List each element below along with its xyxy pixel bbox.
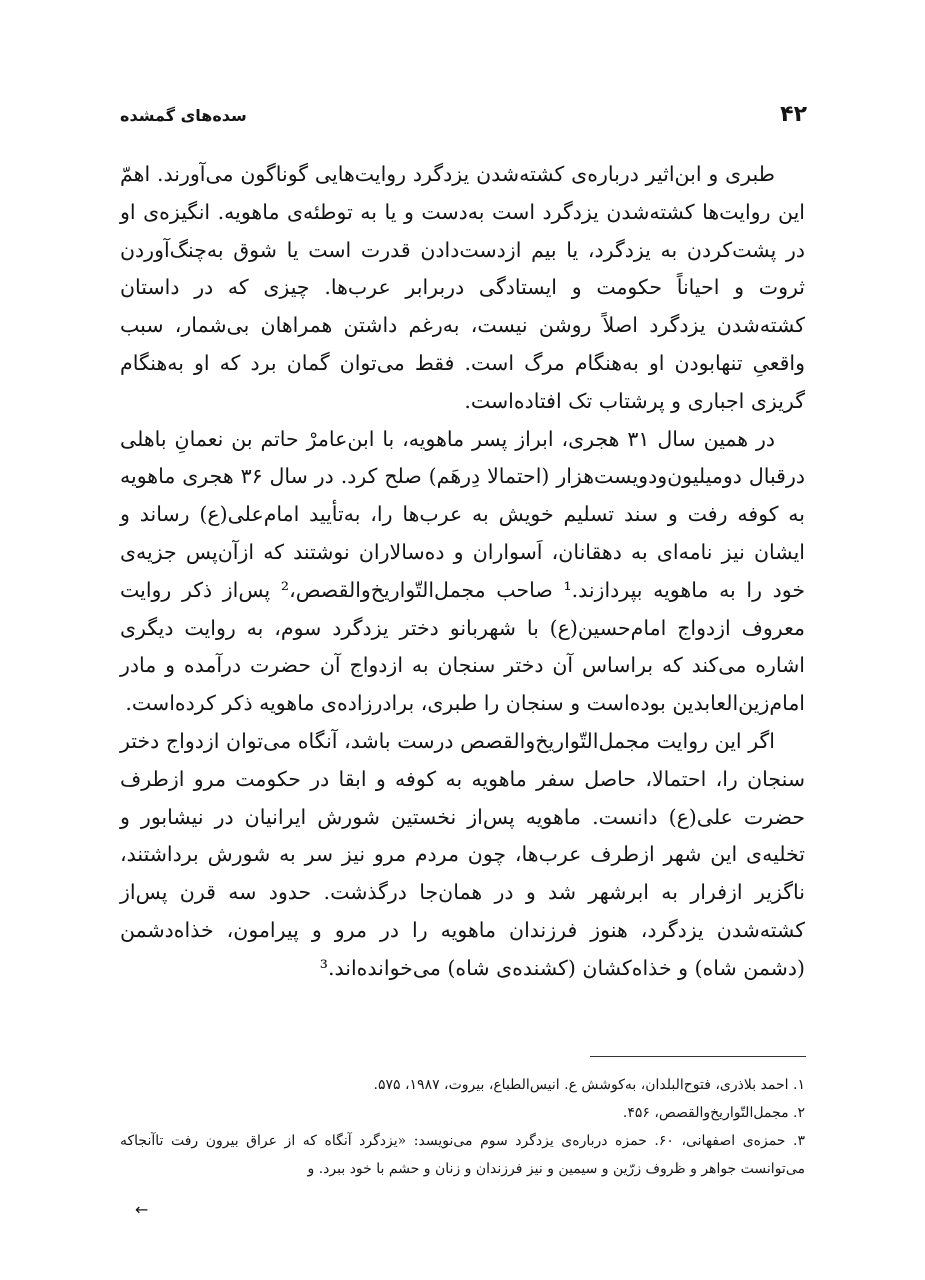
running-title: سده‌های گمشده <box>120 106 247 125</box>
paragraph: اگر این روایت مجمل‌التّواریخ‌والقصص درست باشد، آنگاه می‌توان ازدواج دختر سنجان را، احتمالا، حاصل سفر ماهویه به کوفه و ابقا در حکومت مرو ازطرف حضرت علی(ع) دانست. ماهویه پس‌از نخستین شورش ایرانیان در نیشابور و تخلیه‌ی این شهر ازطرف عرب‌ها، چون مردم مرو نیز سر به شورش برداشتند، ناگزیر ازفرار به ابرشهر شد و در همان‌جا درگذشت. حدود سه قرن پس‌از کشته‌شدن یزدگرد، هنوز فرزندان ماهویه را در مرو و پیرامون، خذاه‌دشمن (دشمن شاه) و خذاه‌کشان (کشنده‌ی شاه) می‌خوانده‌اند.³ <box>120 728 805 980</box>
footnote: ۲. مجمل‌التّواریخ‌والقصص، ۴۵۶. <box>622 1105 805 1121</box>
footnotes <box>120 1071 805 1183</box>
paragraph: در همین سال ۳۱ هجری، ابراز پسر ماهویه، با ابن‌عامرْ حاتم بن نعمانِ باهلی درقبال دومیلیون‌ودویست‌هزار (احتمالا دِرهَم) صلح کرد. در سال ۳۶ هجری ماهویه به کوفه رفت و سند تسلیم خویش به عرب‌ها را، به‌تأیید امام‌علی(ع) رساند و ایشان نیز نامه‌ای به دهقانان، اَسواران و ده‌سالاران نوشتند که ازآن‌پس جزیه‌ی خود را به ماهویه بپردازند.¹ صاحب مجمل‌التّواریخ‌والقصص،² پس‌از ذکر روایت معروف ازدواج امام‌حسین(ع) با شهربانو دختر یزدگرد سوم، به روایت دیگری اشاره می‌کند که براساس آن دختر سنجان به ازدواج آن حضرت درآمده و مادر امام‌زین‌العابدین بوده‌است و سنجان را طبری، برادرزاده‌ی ماهویه ذکر کرده‌است. <box>120 426 806 716</box>
main-text <box>120 156 805 988</box>
footnote-divider <box>590 1056 806 1057</box>
page-number: ۴۲ <box>780 102 807 127</box>
page-header <box>120 102 807 138</box>
paragraph: طبری و ابن‌اثیر درباره‌ی کشته‌شدن یزدگرد روایت‌هایی گوناگون می‌آورند. اهمّ این روایت‌ها کشته‌شدن یزدگرد است به‌دست و یا به توطئه‌ی ماهویه. انگیزه‌ی او در پشت‌کردن به یزدگرد، یا بیم ازدست‌دادن قدرت است یا شوق به‌چنگ‌آوردن ثروت و احیاناً حکومت و ایستادگی دربرابر عرب‌ها. چیزی که در داستان کشته‌شدن یزدگرد اصلاً روشن نیست، به‌رغم داشتن همراهان بی‌شمار، سبب واقعیِ تنهابودن او به‌هنگام مرگ است. فقط می‌توان گمان برد که او به‌هنگام گریزی اجباری و پرشتاب تک افتاده‌است. <box>120 162 806 413</box>
continue-arrow-icon: ← <box>135 1200 149 1219</box>
footnote: ۳. حمزه‌ی اصفهانی، ۶۰. حمزه درباره‌ی یزدگرد سوم می‌نویسد: «یزدگرد آنگاه که از عراق بیرون رفت تاآنجاکه می‌توانست جواهر و ظروف زرّین و سیمین و نیز فرزندان و زنان و حشم با خود ببرد. و <box>120 1133 805 1177</box>
footnote: ۱. احمد بلاذری، فتوح‌البلدان، به‌کوشش ع. انیس‌الطباع، بیروت، ۱۹۸۷، ۵۷۵. <box>373 1077 805 1093</box>
